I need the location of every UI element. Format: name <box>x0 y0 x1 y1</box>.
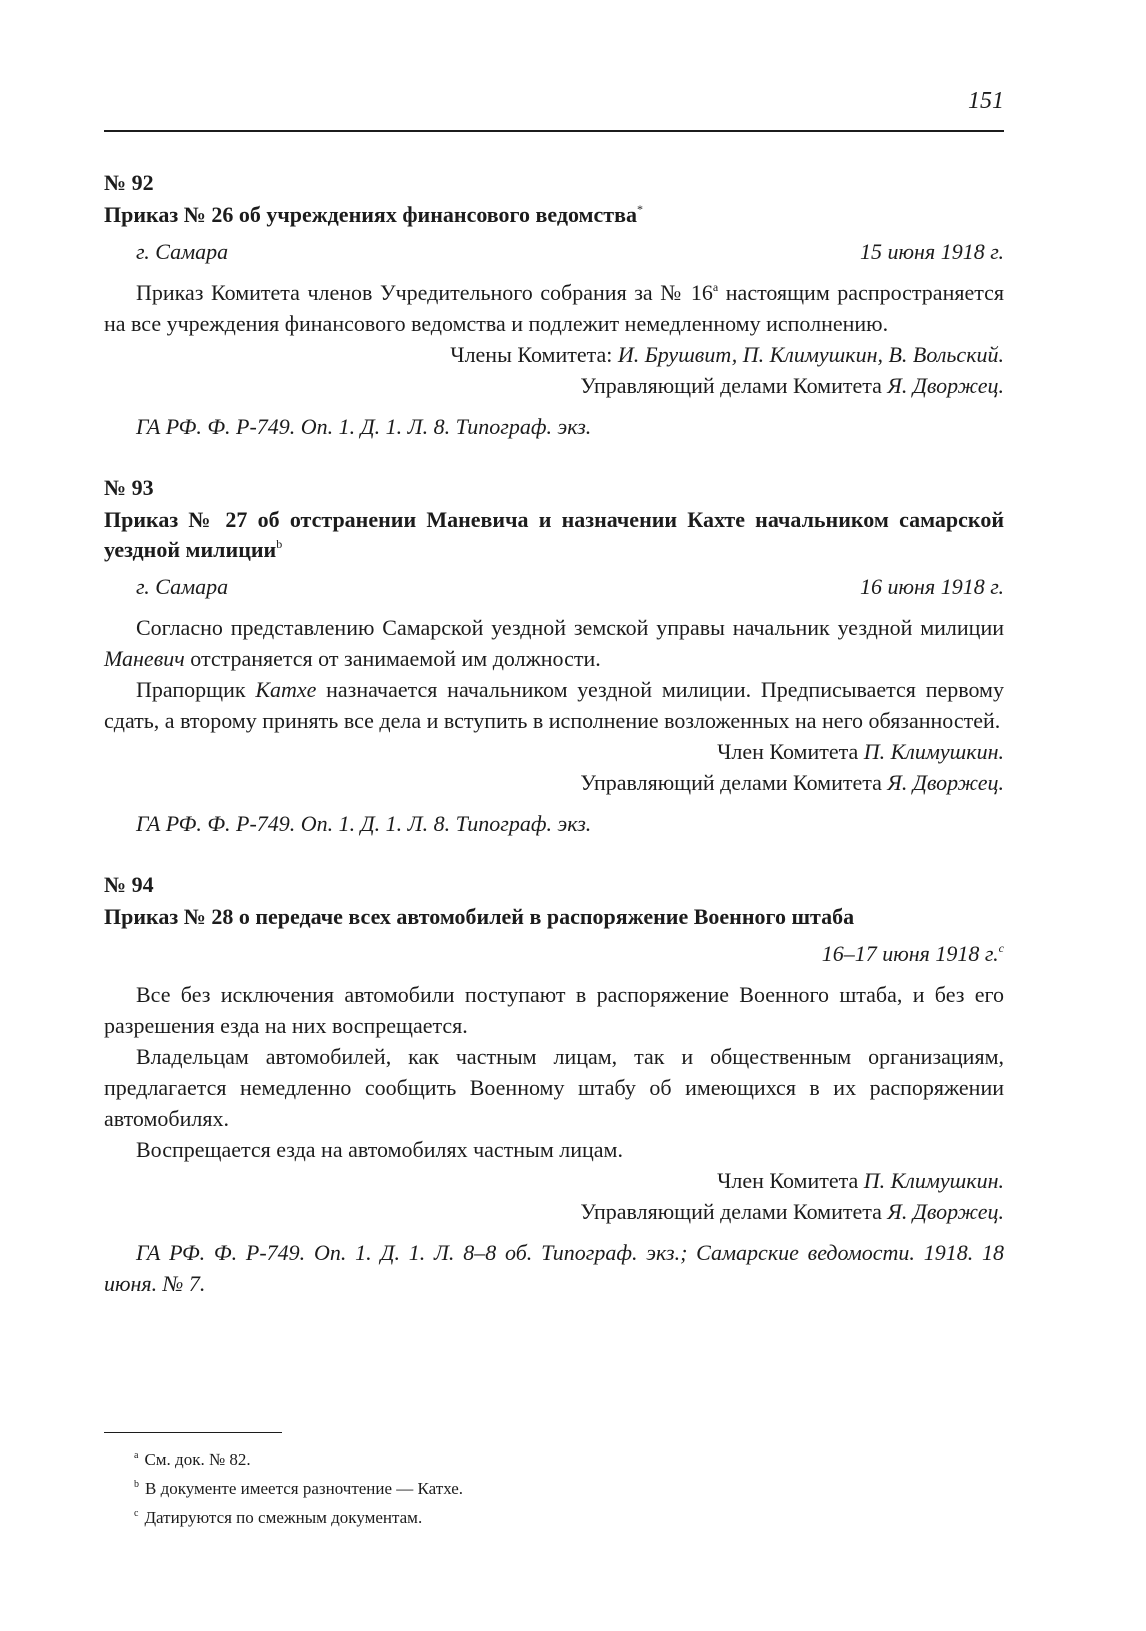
footnote-mark: a <box>712 280 719 294</box>
document-place: г. Самара <box>136 574 229 599</box>
signature-line: Управляющий делами Комитета Я. Дворжец. <box>580 1199 1004 1224</box>
document-number: № 92 <box>104 170 154 195</box>
footnote-mark: b <box>134 1479 139 1490</box>
footnote: $^a$ См. док. № 82. <box>134 1450 251 1469</box>
document-title: Приказ № 27 об отстранении Маневича и назначении Кахте начальником самарской уездной милиции$^b$ <box>104 507 1004 562</box>
signature-line: Управляющий делами Комитета Я. Дворжец. <box>580 770 1004 795</box>
document-94 <box>104 870 1004 1299</box>
header-rule <box>104 130 1004 132</box>
document-date: 16 июня 1918 г. <box>860 574 1004 599</box>
document-place: г. Самара <box>136 239 229 264</box>
footnote: $^b$ В документе имеется разночтение — Катхе. <box>134 1479 464 1498</box>
document-date: 16–17 июня 1918 г.$^c$ <box>821 941 1004 966</box>
archive-source: ГА РФ. Ф. Р-749. Оп. 1. Д. 1. Л. 8–8 об. Типограф. экз.; Самарские ведомости. 1918. 18 июня. № 7. <box>104 1240 1004 1296</box>
document-paragraph: Согласно представлению Самарской уездной земской управы начальник уездной милиции Маневич отстраняется от занимаемой им должности. <box>104 615 1004 671</box>
document-title: Приказ № 28 о передаче всех автомобилей в распоряжение Военного штаба <box>104 904 855 929</box>
document-number: № 94 <box>104 872 154 897</box>
footnote-mark: c <box>998 941 1004 955</box>
archive-source: ГА РФ. Ф. Р-749. Оп. 1. Д. 1. Л. 8. Типограф. экз. <box>136 811 592 836</box>
page-content <box>104 168 1004 1330</box>
footnote-mark: a <box>134 1450 139 1461</box>
footnotes <box>134 1445 834 1532</box>
footnote-mark: c <box>134 1508 139 1519</box>
document-paragraph: Все без исключения автомобили поступают в распоряжение Военного штаба, и без его разрешения езда на них воспрещается. <box>104 982 1004 1038</box>
date-row <box>104 938 1004 969</box>
page-number: 151 <box>968 88 1004 114</box>
footnote: $^c$ Датируются по смежным документам. <box>134 1508 423 1527</box>
signature-line: Член Комитета П. Климушкин. <box>717 1168 1004 1193</box>
document-paragraph: Приказ Комитета членов Учредительного собрания за № 16$^a$ настоящим распространяется на все учреждения финансового ведомства и подлежит немедленному исполнению. <box>104 280 1004 336</box>
place-date-row <box>104 236 1004 267</box>
footnote-rule <box>104 1432 282 1433</box>
document-number: № 93 <box>104 475 154 500</box>
signature-line: Управляющий делами Комитета Я. Дворжец. <box>580 373 1004 398</box>
footnote-mark: b <box>276 537 283 551</box>
document-date: 15 июня 1918 г. <box>860 239 1004 264</box>
place-date-row <box>104 571 1004 602</box>
document-paragraph: Владельцам автомобилей, как частным лицам, так и общественным организациям, предлагается немедленно сообщить Военному штабу об имеющихся в их распоряжении автомобилях. <box>104 1044 1004 1131</box>
document-paragraph: Прапорщик Катхе назначается начальником уездной милиции. Предписывается первому сдать, а второму принять все дела и вступить в исполнение возложенных на него обязанностей. <box>104 677 1004 733</box>
signature-line: Члены Комитета: И. Брушвит, П. Климушкин, В. Вольский. <box>450 342 1004 367</box>
document-paragraph: Воспрещается езда на автомобилях частным лицам. <box>136 1137 623 1162</box>
signature-line: Член Комитета П. Климушкин. <box>717 739 1004 764</box>
document-93 <box>104 473 1004 839</box>
document-92 <box>104 168 1004 442</box>
footnote-mark: * <box>636 202 643 216</box>
document-title: Приказ № 26 об учреждениях финансового ведомства* <box>104 202 643 227</box>
archive-source: ГА РФ. Ф. Р-749. Оп. 1. Д. 1. Л. 8. Типограф. экз. <box>136 414 592 439</box>
